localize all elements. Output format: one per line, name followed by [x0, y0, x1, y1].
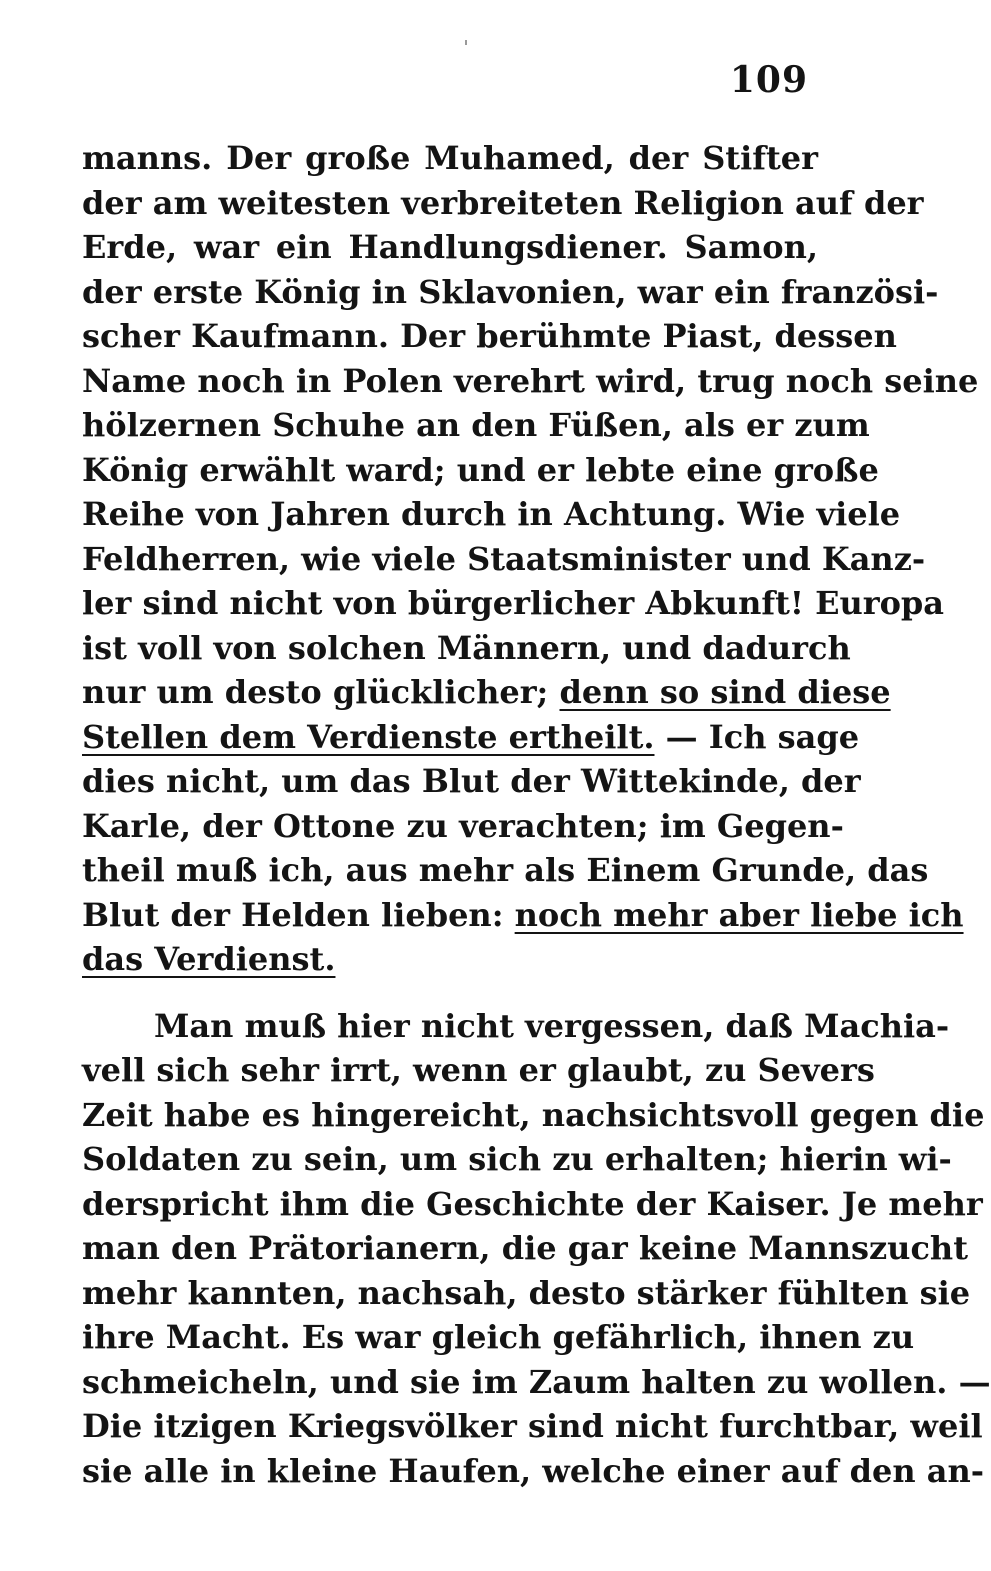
paragraph [82, 136, 979, 982]
text-segment: Zeit habe es hingereicht, nachsichtsvoll gegen die [82, 1095, 985, 1134]
text-segment: Name noch in Polen verehrt wird, trug noch seine [82, 361, 979, 400]
text-line [82, 1004, 950, 1049]
print-speck [465, 40, 467, 45]
text-segment: ler sind nicht von bürgerlicher Abkunft! Europa [82, 584, 945, 622]
text-segment: man den Prätorianern, die gar keine Mannszucht [82, 1229, 968, 1267]
text-segment: vell sich sehr irrt, wenn er glaubt, zu Severs [82, 1051, 875, 1089]
text-segment: Blut der Helden lieben: [82, 895, 515, 934]
text-line [82, 492, 901, 537]
text-line [82, 359, 979, 404]
text-segment: scher Kaufmann. Der berühmte Piast, dessen [82, 317, 897, 355]
text-segment: hölzernen Schuhe an den Füßen, als er zum [82, 406, 870, 444]
text-line [82, 715, 860, 760]
text-line [82, 1226, 968, 1271]
text-line [82, 759, 861, 804]
text-line [82, 1315, 915, 1360]
text-line [82, 1093, 985, 1138]
text-line [82, 893, 964, 938]
text-line [82, 537, 926, 582]
text-line [82, 1449, 985, 1494]
text-segment: Erde, war ein Handlungsdiener. Samon, [82, 228, 818, 266]
text-line [82, 1404, 983, 1449]
body-text [82, 136, 991, 1493]
paragraph [82, 1004, 991, 1494]
text-line [82, 1137, 952, 1182]
text-segment: nur um desto glücklicher; [82, 673, 560, 711]
text-line [82, 670, 891, 715]
text-line [82, 270, 939, 315]
text-segment: manns. Der große Muhamed, der Stifter [82, 139, 818, 177]
text-segment: Karle, der Ottone zu verachten; im Gegen- [82, 806, 844, 845]
text-line [82, 937, 818, 982]
text-line [82, 1048, 875, 1093]
page-number: 109 [729, 59, 808, 101]
text-segment: ihre Macht. Es war gleich gefährlich, ihnen zu [82, 1318, 915, 1356]
underlined-text: das Verdienst. [82, 940, 336, 978]
underlined-text: denn so sind diese [559, 673, 891, 711]
text-line [82, 848, 929, 893]
text-line [82, 225, 818, 270]
underlined-text: noch mehr aber liebe ich [514, 895, 964, 934]
text-line [82, 1182, 983, 1227]
text-segment: Reihe von Jahren durch in Achtung. Wie viele [82, 495, 901, 533]
text-segment: derspricht ihm die Geschichte der Kaiser. Je mehr [82, 1184, 983, 1223]
text-line [82, 181, 924, 226]
text-line [82, 581, 945, 626]
text-line [82, 403, 870, 448]
text-segment: Feldherren, wie viele Staatsminister und Kanz- [82, 539, 926, 578]
text-segment: Soldaten zu sein, um sich zu erhalten; hierin wi- [82, 1140, 952, 1178]
text-segment: Die itzigen Kriegsvölker sind nicht furchtbar, weil [82, 1407, 983, 1445]
text-line [82, 314, 897, 359]
text-segment: der erste König in Sklavonien, war ein französi- [82, 272, 939, 311]
text-line [82, 1271, 971, 1316]
text-segment: — Ich sage [654, 717, 860, 756]
text-line [82, 804, 844, 849]
text-segment: Man muß hier nicht vergessen, daß Machia- [154, 1006, 950, 1045]
underlined-text: Stellen dem Verdienste ertheilt. [82, 717, 655, 756]
text-segment: der am weitesten verbreiteten Religion auf der [82, 183, 924, 222]
text-segment: ist voll von solchen Männern, und dadurch [82, 628, 851, 667]
text-segment: dies nicht, um das Blut der Wittekinde, der [82, 762, 861, 800]
text-line [82, 448, 879, 493]
text-segment: König erwählt ward; und er lebte eine große [82, 450, 879, 489]
text-line [82, 136, 818, 181]
text-segment: schmeicheln, und sie im Zaum halten zu wollen. — [82, 1362, 991, 1401]
text-segment: mehr kannten, nachsah, desto stärker fühlten sie [82, 1273, 971, 1312]
text-segment: theil muß ich, aus mehr als Einem Grunde, das [82, 851, 929, 889]
paragraph-gap [82, 982, 818, 1004]
text-line [82, 626, 851, 671]
text-segment: sie alle in kleine Haufen, welche einer auf den an- [82, 1451, 985, 1490]
text-line [82, 1360, 991, 1405]
